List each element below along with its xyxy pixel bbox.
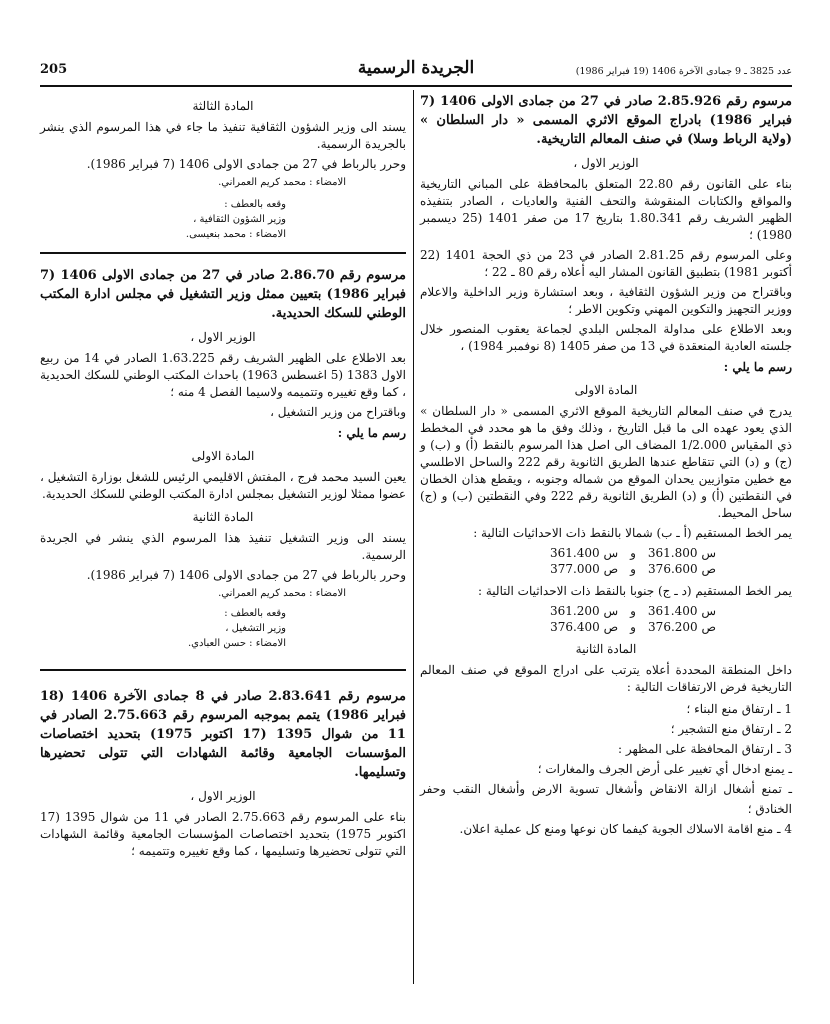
decree-formula: رسم ما يلي :: [723, 360, 792, 374]
countersign-role: وزير الشؤون الثقافية ،: [193, 214, 286, 225]
recital: وعلى المرسوم رقم 2.81.25 الصادر في 23 من ذي الحجة 1401 (22 أكتوبر 1981) بتطبيق القانون المشار اليه أعلاه رقم 80 ـ 22 ؛: [420, 248, 793, 279]
coordinates-table-south: [544, 603, 722, 635]
done-at-line: وحرر بالرباط في 27 من جمادى الاولى 1406 (7 فبراير 1986).: [86, 568, 406, 582]
coordinate-conjunction: و: [630, 562, 636, 576]
recital: بعد الاطلاع على الظهير الشريف رقم 1.63.225 الصادر في 14 من ربيع الاول 1383 (5 اغسطس 1963) باحداث المكتب الوطني للسكك الحديدية ، كما وقع تغييره وتتميمه ولاسيما الفصل 4 منه ؛: [40, 351, 407, 399]
countersign-signature: الامضاء : حسن العبادي.: [187, 638, 286, 649]
article-text: داخل المنطقة المحددة أعلاه يترتب على ادراج الموقع في صنف المعالم التاريخية فرض الارتفاقات التالية :: [420, 663, 792, 694]
done-at-line: وحرر بالرباط في 27 من جمادى الاولى 1406 (7 فبراير 1986).: [86, 157, 406, 171]
list-item: 4 ـ منع اقامة الاسلاك الجوية كيفما كان نوعها ومنع كل عملية اعلان.: [459, 822, 792, 836]
article-title: المادة الثالثة: [192, 99, 254, 113]
decree-heading: مرسوم رقم 2.83.641 صادر في 8 جمادى الآخرة 1406 (18 فبراير 1986) يتمم بموجبه المرسوم رقم 2.75.663 الصادر في 11 من شوال 1395 (17 اكتوبر 1975) بتحديد اختصاصات المؤسسات الجامعية وقائمة الشهادات التي تتولى تحضيرها وتسليمها.: [40, 689, 406, 780]
recital: بناء على المرسوم رقم 2.75.663 الصادر في 11 من شوال 1395 (17 اكتوبر 1975) بتحديد اختصاصات المؤسسات الجامعية وقائمة الشهادات التي تتولى تحضيرها وتسليمها ، كما وقع تغييره وتتميمه ؛: [40, 810, 406, 858]
article-text: يدرج في صنف المعالم التاريخية الموقع الاثري المسمى « دار السلطان » الذي يعود عهده الى ما قبل التاريخ ، وذلك وفق ما هو محدد في المخطط ذي المقياس 1/2.000 المضاف الى اصل هذا المرسوم بالنقط (أ) و (ب) و (ج) و (د) التي تتقاطع عندها الطريق الثانوية رقم 222 والساحل الاطلسي مع خطين متوازيين يحدان الموقع من شماله وجنوبه ، ويقطع هذان الخطان في النقطتين (أ) و (د) الطريق الثانوية رقم 222 وفي النقطتين (ب) و (ج) ساحل المحيط.: [420, 404, 792, 520]
issuer-line: الوزير الاول ،: [190, 330, 256, 344]
coordinates-intro: يمر الخط المستقيم (د ـ ج) جنوبا بالنقط ذات الاحداثيات التالية :: [478, 584, 792, 598]
list-item: 3 ـ ارتفاق المحافظة على المظهر :: [618, 742, 792, 756]
coordinate-value: س 361.200: [550, 604, 619, 618]
countersign-signature: الامضاء : محمد بنعيسى.: [185, 229, 286, 240]
article-text: يسند الى وزير الشؤون الثقافية تنفيذ ما جاء في هذا المرسوم الذي ينشر بالجريدة الرسمية.: [40, 120, 406, 151]
coordinate-conjunction: و: [630, 604, 636, 618]
column-divider: [413, 90, 414, 984]
page-number: 205: [40, 62, 68, 77]
issue-info: عدد 3825 ـ 9 جمادى الآخرة 1406 (19 فبراير 1986): [575, 66, 792, 77]
section-divider: [40, 252, 406, 254]
recital: وبعد الاطلاع على مداولة المجلس البلدي لجماعة يعقوب المنصور خلال جلسته العادية المنعقدة في 13 من صفر 1405 (8 نوفمبر 1984) ،: [420, 322, 792, 353]
coordinate-value: ص 377.000: [550, 562, 619, 576]
coordinates-row: [544, 545, 722, 561]
section-divider: [40, 669, 406, 671]
coordinate-value: س 361.400: [550, 546, 619, 560]
countersign-role: وزير التشغيل ،: [225, 623, 286, 634]
coordinate-value: س 361.400: [647, 604, 716, 618]
coordinates-table-north: [544, 545, 722, 577]
coordinate-value: ص 376.200: [648, 620, 716, 634]
article-title: المادة الثانية: [192, 510, 254, 524]
coordinates-row: [544, 561, 722, 577]
article-title: المادة الاولى: [574, 383, 638, 397]
issuer-line: الوزير الاول ،: [190, 789, 256, 803]
coordinate-value: ص 376.600: [648, 562, 716, 576]
issuer-line: الوزير الاول ،: [573, 156, 639, 170]
recital: وباقتراح من وزير التشغيل ،: [270, 405, 406, 419]
coordinates-row: [544, 603, 722, 619]
page-header: [40, 60, 792, 82]
decree-formula: رسم ما يلي :: [337, 426, 406, 440]
right-column: [420, 92, 792, 839]
article-text: يعين السيد محمد فرج ، المفتش الاقليمي الرئيس للشغل بوزارة التشغيل ، عضوا ممثلا لوزير التشغيل بمجلس ادارة المكتب الوطني للسكك الحديدية.: [40, 470, 406, 501]
article-title: المادة الاولى: [191, 449, 255, 463]
article-title: المادة الثانية: [575, 642, 637, 656]
signature: الامضاء : محمد كريم العمراني.: [218, 588, 346, 599]
recital: وباقتراح من وزير الشؤون الثقافية ، وبعد استشارة وزير الداخلية والاعلام ووزير التجهيز والتكوين المهني وتكوين الاطر ؛: [420, 285, 792, 316]
countersign-label: وقعه بالعطف :: [224, 608, 286, 619]
coordinates-intro: يمر الخط المستقيم (أ ـ ب) شمالا بالنقط ذات الاحداثيات التالية :: [473, 526, 792, 540]
header-rule: [40, 85, 792, 87]
coordinate-conjunction: و: [630, 620, 636, 634]
list-item: ـ يمنع ادخال أي تغيير على أرض الجرف والمغارات ؛: [537, 762, 792, 776]
countersign-label: وقعه بالعطف :: [224, 199, 286, 210]
coordinate-value: س 361.800: [647, 546, 716, 560]
decree-heading: مرسوم رقم 2.86.70 صادر في 27 من جمادى الاولى 1406 (7 فبراير 1986) بتعيين ممثل وزير التشغيل في مجلس ادارة المكتب الوطني للسكك الحديدية.: [40, 268, 406, 321]
list-item: 2 ـ ارتفاق منع التشجير ؛: [670, 722, 792, 736]
signature: الامضاء : محمد كريم العمراني.: [218, 177, 346, 188]
list-item: ـ تمنع أشغال ازالة الانقاض وأشغال تسوية الارض وأشغال النقب وحفر الخنادق ؛: [420, 782, 792, 816]
coordinate-conjunction: و: [630, 546, 636, 560]
gazette-title: الجريدة الرسمية: [357, 58, 475, 78]
decree-heading: مرسوم رقم 2.85.926 صادر في 27 من جمادى الاولى 1406 (7 فبراير 1986) بادراج الموقع الاثري المسمى « دار السلطان » (ولاية الرباط وسلا) في صنف المعالم التاريخية.: [420, 94, 792, 147]
left-column: [40, 92, 406, 863]
recital: بناء على القانون رقم 22.80 المتعلق بالمحافظة على المباني التاريخية والمواقع والكتابات المنقوشة والتحف الفنية والعاديات ، الصادر بتنفيذه الظهير الشريف رقم 1.80.341 بتاريخ 17 من صفر 1401 (25 ديسمبر 1980) ؛: [420, 177, 792, 242]
coordinate-value: ص 376.400: [550, 620, 619, 634]
list-item: 1 ـ ارتفاق منع البناء ؛: [686, 702, 792, 716]
article-text: يسند الى وزير التشغيل تنفيذ هذا المرسوم الذي ينشر في الجريدة الرسمية.: [40, 531, 406, 562]
coordinates-row: [544, 619, 722, 635]
